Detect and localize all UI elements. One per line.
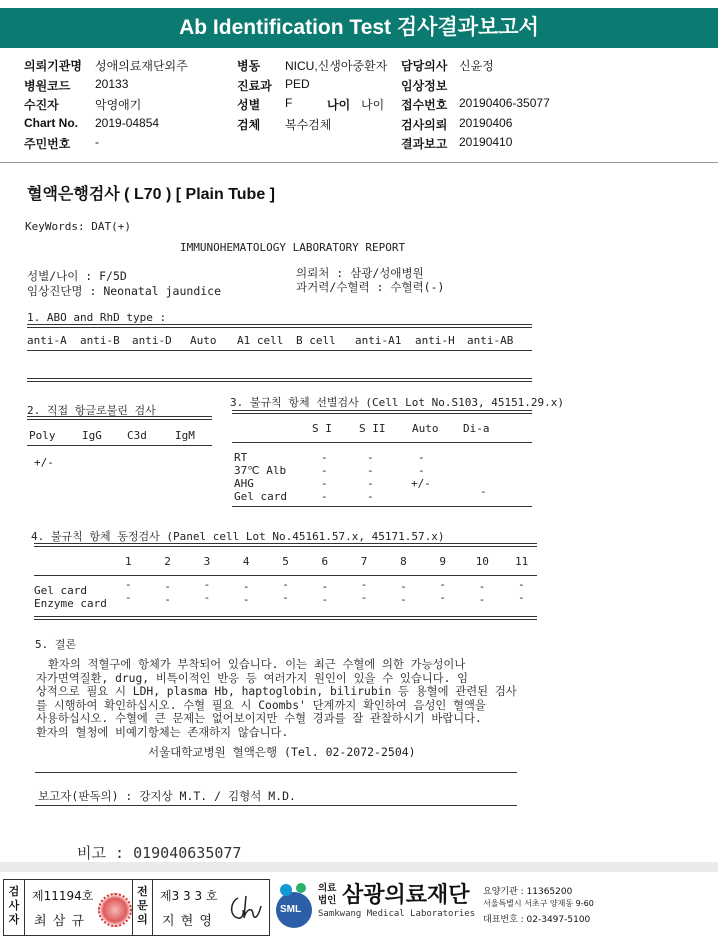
conclusion-line: 를 시행하여 확인하십시오. 수혈 필요 시 Coombs' 단계까지 확인하여 음성인 혈액을 bbox=[36, 698, 486, 712]
screen-cell: - bbox=[367, 477, 374, 490]
abo-header: anti-B bbox=[80, 334, 120, 347]
abo-bottom-rule bbox=[27, 378, 532, 382]
ward-field-value-3: 복수검체 bbox=[285, 118, 332, 132]
reporter: 보고자(판독의) : 강지상 M.T. / 김형석 M.D. bbox=[38, 789, 296, 803]
abo-header: anti-H bbox=[415, 334, 455, 347]
sml-logo-icon bbox=[272, 880, 316, 930]
panel-header: 11 bbox=[515, 555, 529, 568]
screen-top-rule bbox=[232, 410, 532, 414]
screen-cell: +/- bbox=[411, 477, 431, 490]
tester-name: 최 삼 규 bbox=[34, 914, 85, 929]
patient-field-value-4: - bbox=[95, 135, 99, 149]
dat-header: IgG bbox=[82, 429, 102, 442]
screen-header: Auto bbox=[412, 422, 439, 435]
ward-field-label-2: 성별 bbox=[237, 98, 261, 112]
dat-header: Poly bbox=[29, 429, 56, 442]
conclusion-line: 사용하십시오. 수혈에 큰 문제는 없어보이지만 수혈 경과를 잘 관찰하시기 바랍니다. bbox=[36, 712, 482, 725]
specialist-label: 전문의 bbox=[132, 880, 153, 935]
screen-row-label: RT bbox=[234, 451, 248, 464]
conclusion-line: 환자의 혈청에 비예기항체는 존재하지 않습니다. bbox=[36, 725, 289, 739]
patient-field-value-1: 20133 bbox=[95, 77, 129, 91]
signature-box bbox=[3, 879, 270, 936]
patient-field-label-4: 주민번호 bbox=[24, 137, 71, 151]
conclusion-line: 자가면역질환, drug, 비특이적인 반응 등 여러가지 원인이 있을 수 있습니다. 임 bbox=[36, 671, 469, 685]
tester-seal-icon bbox=[98, 893, 132, 927]
sml-badge: SML bbox=[280, 904, 302, 915]
logo-english: Samkwang Medical Laboratories bbox=[318, 909, 476, 919]
panel-header: 7 bbox=[360, 555, 368, 568]
patient-field-value-0: 성애의료재단외주 bbox=[95, 59, 188, 73]
screen-cell: - bbox=[367, 464, 374, 477]
panel-cell: - bbox=[242, 593, 250, 606]
screen-cell: - bbox=[321, 490, 328, 503]
dat-header: IgM bbox=[175, 429, 195, 442]
screen-cell: - bbox=[321, 477, 328, 490]
screen-cell: - bbox=[321, 451, 328, 464]
panel-cell: - bbox=[203, 578, 211, 591]
specialist-license: 제3 3 3 호 bbox=[160, 889, 218, 903]
screen-cell: - bbox=[367, 451, 374, 464]
panel-cell: - bbox=[203, 591, 211, 604]
conclusion-line: 상적으로 필요 시 LDH, plasma Hb, haptoglobin, bilirubin 등 용혈에 관련된 검사 bbox=[36, 685, 517, 698]
org-code: 요양기관 : 11365200 bbox=[483, 887, 573, 897]
abo-header: A1 cell bbox=[237, 334, 284, 347]
age-value: 나이 bbox=[361, 98, 385, 112]
dat-top-rule bbox=[27, 416, 212, 420]
dat-header: C3d bbox=[127, 429, 147, 442]
abo-header: anti-A1 bbox=[355, 334, 402, 347]
dat-title: 2. 직접 항글로불린 검사 bbox=[27, 404, 156, 417]
conclusion-line: 환자의 적혈구에 항체가 부착되어 있습니다. 이는 최근 수혈에 의한 가능성이나 bbox=[48, 658, 466, 671]
ward-field-label-0: 병동 bbox=[237, 59, 261, 73]
hospital-contact: 서울대학교병원 혈액은행 (Tel. 02-2072-2504) bbox=[148, 745, 416, 759]
request-field-label-4: 결과보고 bbox=[401, 137, 448, 151]
panel-cell: - bbox=[125, 591, 132, 604]
panel-header: 5 bbox=[282, 555, 289, 568]
abo-header: anti-AB bbox=[467, 334, 514, 347]
screen-cell: - bbox=[321, 464, 328, 477]
panel-cell: - bbox=[360, 591, 368, 604]
panel-row-label: Enzyme card bbox=[34, 597, 107, 610]
screen-cell: - bbox=[418, 464, 425, 477]
hospital-rule bbox=[35, 772, 517, 773]
abo-mid-rule bbox=[27, 350, 532, 351]
logo-prefix-1: 의료 bbox=[318, 883, 337, 894]
abo-header: anti-D bbox=[132, 334, 172, 347]
abo-header: anti-A bbox=[27, 334, 67, 347]
history: 과거력/수혈력 : 수혈력(-) bbox=[296, 280, 445, 294]
panel-row-label: Gel card bbox=[34, 584, 87, 597]
panel-top-rule bbox=[34, 543, 537, 547]
request-field-label-1: 임상정보 bbox=[401, 79, 448, 93]
panel-cell: - bbox=[478, 593, 486, 606]
ward-field-value-2: F bbox=[285, 96, 293, 110]
request-field-label-2: 접수번호 bbox=[401, 98, 448, 112]
panel-cell: - bbox=[125, 578, 132, 591]
panel-cell: - bbox=[164, 580, 171, 593]
remark: 비고 : 019040635077 bbox=[77, 844, 242, 862]
phone: 대표번호 : 02-3497-5100 bbox=[483, 915, 591, 925]
reporter-rule bbox=[35, 805, 517, 806]
panel-cell: - bbox=[282, 578, 289, 591]
specialist-name: 지 현 영 bbox=[162, 914, 213, 929]
ward-field-value-0: NICU,신생아중환자 bbox=[285, 59, 388, 73]
screen-header: Di-a bbox=[463, 422, 490, 435]
requester: 의뢰처 : 삼광/성애병원 bbox=[296, 266, 424, 280]
panel-cell: - bbox=[282, 591, 289, 604]
patient-field-value-3: 2019-04854 bbox=[95, 116, 160, 130]
page-band bbox=[0, 862, 718, 872]
diagnosis: 임상진단명 : Neonatal jaundice bbox=[27, 284, 222, 298]
patient-field-label-2: 수진자 bbox=[24, 98, 59, 112]
age-label: 나이 bbox=[327, 98, 351, 112]
tester-license: 제11194호 bbox=[32, 889, 94, 903]
specialist-signature-icon bbox=[226, 892, 264, 924]
screen-cell: - bbox=[367, 490, 374, 503]
panel-cell: - bbox=[439, 591, 447, 604]
patient-field-label-0: 의뢰기관명 bbox=[24, 59, 82, 73]
panel-header: 3 bbox=[203, 555, 211, 568]
screen-row-label: AHG bbox=[234, 477, 254, 490]
abo-header: Auto bbox=[190, 334, 217, 347]
panel-header: 9 bbox=[439, 555, 447, 568]
ward-field-label-3: 검체 bbox=[237, 118, 261, 132]
sex-age: 성별/나이 : F/5D bbox=[27, 269, 127, 283]
section-title: 혈액은행검사 ( L70 ) [ Plain Tube ] bbox=[27, 186, 276, 203]
panel-header: 8 bbox=[400, 555, 407, 568]
ward-field-label-1: 진료과 bbox=[237, 79, 272, 93]
panel-header: 1 bbox=[125, 555, 132, 568]
report-title: Ab Identification Test 검사결과보고서 bbox=[0, 8, 718, 48]
request-field-label-3: 검사의뢰 bbox=[401, 118, 448, 132]
header-divider bbox=[0, 162, 718, 163]
panel-header: 6 bbox=[321, 555, 329, 568]
abo-top-rule bbox=[27, 324, 532, 328]
panel-cell: - bbox=[400, 580, 407, 593]
request-field-label-0: 담당의사 bbox=[401, 59, 448, 73]
panel-mid-rule bbox=[34, 575, 537, 576]
screen-row-label: Gel card bbox=[234, 490, 287, 503]
panel-cell: - bbox=[478, 580, 486, 593]
panel-cell: - bbox=[242, 580, 250, 593]
panel-header: 4 bbox=[242, 555, 250, 568]
request-field-value-0: 신윤정 bbox=[459, 59, 494, 73]
logo-prefix-2: 법인 bbox=[318, 895, 337, 906]
abo-header: B cell bbox=[296, 334, 336, 347]
request-field-value-2: 20190406-35077 bbox=[459, 96, 550, 110]
patient-field-label-1: 병원코드 bbox=[24, 79, 71, 93]
conclusion-title: 5. 결론 bbox=[35, 638, 77, 651]
lab-title: IMMUNOHEMATOLOGY LABORATORY REPORT bbox=[180, 241, 406, 254]
screen-header: S I bbox=[312, 422, 332, 435]
patient-field-label-3: Chart No. bbox=[24, 116, 78, 130]
abo-title: 1. ABO and RhD type : bbox=[27, 311, 167, 324]
screen-title: 3. 불규칙 항체 선별검사 (Cell Lot No.S103, 45151.29.x) bbox=[230, 396, 565, 409]
patient-field-value-2: 악영애기 bbox=[95, 98, 142, 112]
logo-prefix bbox=[318, 883, 336, 907]
address: 서울특별시 서초구 양재동 9-60 bbox=[483, 899, 594, 908]
panel-cell: - bbox=[321, 593, 329, 606]
screen-cell: - bbox=[418, 451, 425, 464]
screen-bottom-rule bbox=[232, 506, 532, 507]
keywords: KeyWords: DAT(+) bbox=[25, 220, 131, 233]
panel-header: 2 bbox=[164, 555, 171, 568]
panel-cell: - bbox=[400, 593, 407, 606]
panel-cell: - bbox=[439, 578, 447, 591]
request-field-value-3: 20190406 bbox=[459, 116, 513, 130]
dat-poly-value: +/- bbox=[34, 456, 54, 469]
screen-mid-rule bbox=[232, 442, 532, 443]
request-field-value-4: 20190410 bbox=[459, 135, 513, 149]
panel-cell: - bbox=[360, 578, 368, 591]
logo-name: 삼광의료재단 bbox=[342, 883, 470, 908]
screen-header: S II bbox=[359, 422, 386, 435]
screen-cell: - bbox=[480, 485, 487, 498]
panel-header: 10 bbox=[475, 555, 489, 568]
panel-cell: - bbox=[518, 578, 525, 591]
dat-mid-rule bbox=[27, 445, 212, 446]
panel-cell: - bbox=[321, 580, 329, 593]
tester-label: 검사자 bbox=[4, 880, 25, 935]
ward-field-value-1: PED bbox=[285, 77, 310, 91]
panel-title: 4. 불규칙 항체 동정검사 (Panel cell Lot No.45161.57.x, 45171.57.x) bbox=[31, 530, 445, 543]
panel-cell: - bbox=[518, 591, 525, 604]
panel-cell: - bbox=[164, 593, 171, 606]
panel-bottom-rule bbox=[34, 616, 537, 620]
screen-row-label: 37℃ Alb bbox=[234, 464, 287, 477]
